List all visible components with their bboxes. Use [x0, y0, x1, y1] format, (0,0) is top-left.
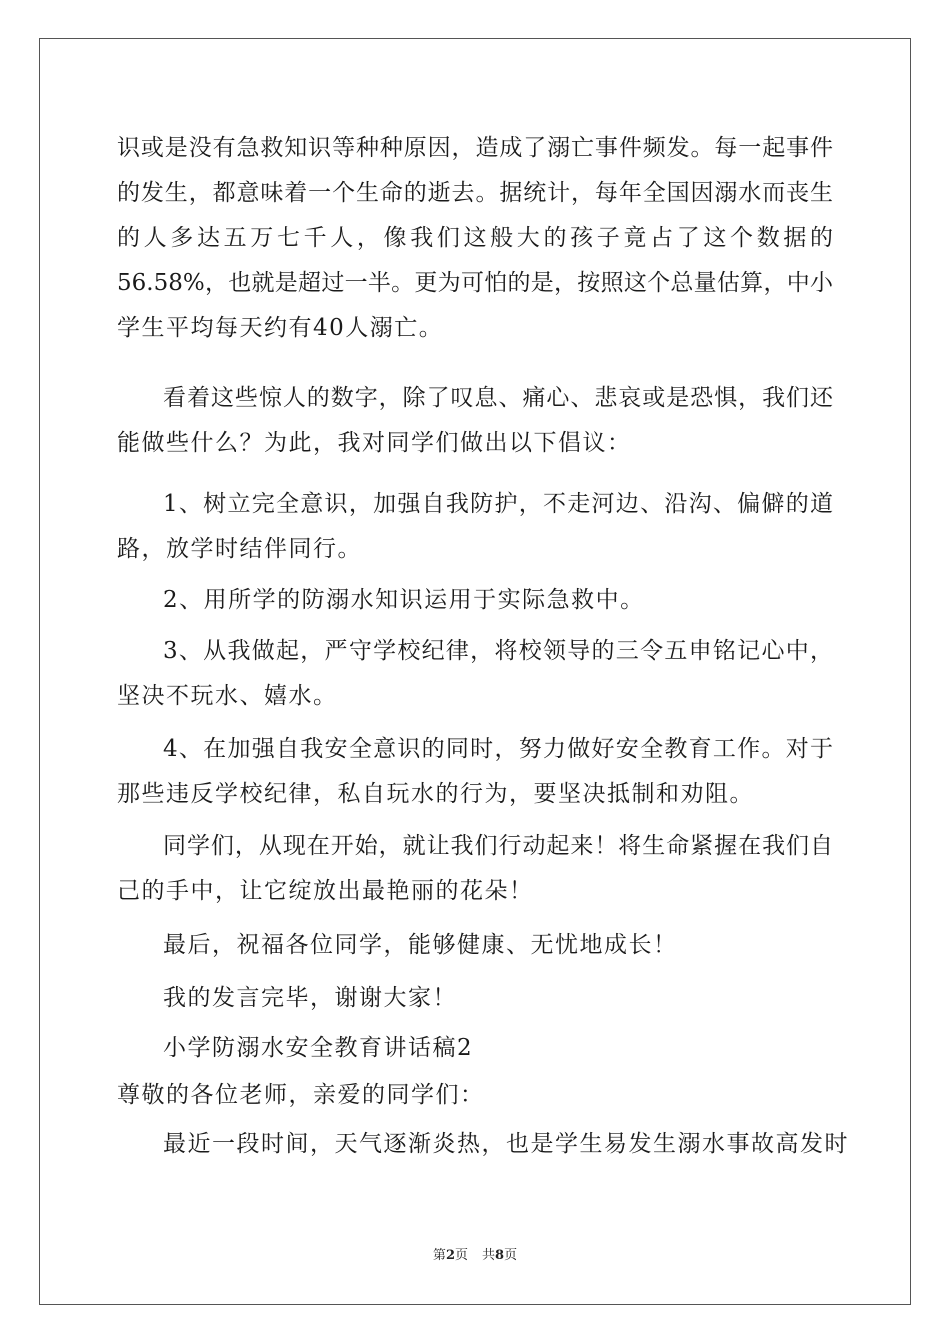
text-line: 己的手中，让它绽放出最艳丽的花朵！ — [117, 878, 534, 904]
section-heading: 小学防溺水安全教育讲话稿2 — [163, 1035, 474, 1061]
text-line: 1、树立完全意识，加强自我防护，不走河边、沿沟、偏僻的道 — [163, 491, 833, 517]
salutation: 尊敬的各位老师，亲爱的同学们： — [117, 1082, 485, 1108]
page-footer — [0, 1246, 950, 1266]
text-line: 4、在加强自我安全意识的同时，努力做好安全教育工作。对于 — [163, 736, 833, 762]
text-line: 我的发言完毕，谢谢大家！ — [163, 985, 457, 1011]
text-line: 最后，祝福各位同学，能够健康、无忧地成长！ — [163, 932, 678, 958]
text-line: 3、从我做起，严守学校纪律，将校领导的三令五申铭记心中， — [163, 638, 833, 664]
text-line: 看着这些惊人的数字，除了叹息、痛心、悲哀或是恐惧，我们还 — [163, 385, 833, 411]
total-suffix: 页 — [504, 1248, 518, 1263]
text-line: 识或是没有急救知识等种种原因，造成了溺亡事件频发。每一起事件 — [117, 135, 833, 161]
page-number: 2 — [445, 1248, 455, 1263]
text-line: 最近一段时间，天气逐渐炎热，也是学生易发生溺水事故高发时 — [163, 1131, 849, 1157]
text-line: 56.58%，也就是超过一半。更为可怕的是，按照这个总量估算，中小 — [117, 270, 833, 296]
text-line: 同学们，从现在开始，就让我们行动起来！将生命紧握在我们自 — [163, 833, 833, 859]
text-line: 学生平均每天约有40人溺亡。 — [117, 315, 444, 341]
text-line: 路，放学时结伴同行。 — [117, 536, 362, 562]
text-line: 能做些什么？为此，我对同学们做出以下倡议： — [117, 430, 632, 456]
text-line: 那些违反学校纪律，私自玩水的行为，要坚决抵制和劝阻。 — [117, 781, 754, 807]
text-line: 的发生，都意味着一个生命的逝去。据统计，每年全国因溺水而丧生 — [117, 180, 833, 206]
page-suffix: 页 — [454, 1248, 468, 1263]
text-line: 2、用所学的防溺水知识运用于实际急救中。 — [163, 587, 645, 613]
total-prefix: 共 — [482, 1248, 496, 1263]
text-line: 坚决不玩水、嬉水。 — [117, 683, 338, 709]
text-line: 的人多达五万七千人，像我们这般大的孩子竟占了这个数据的 — [117, 225, 833, 251]
total-pages: 8 — [495, 1248, 505, 1263]
page-prefix: 第 — [432, 1248, 446, 1263]
